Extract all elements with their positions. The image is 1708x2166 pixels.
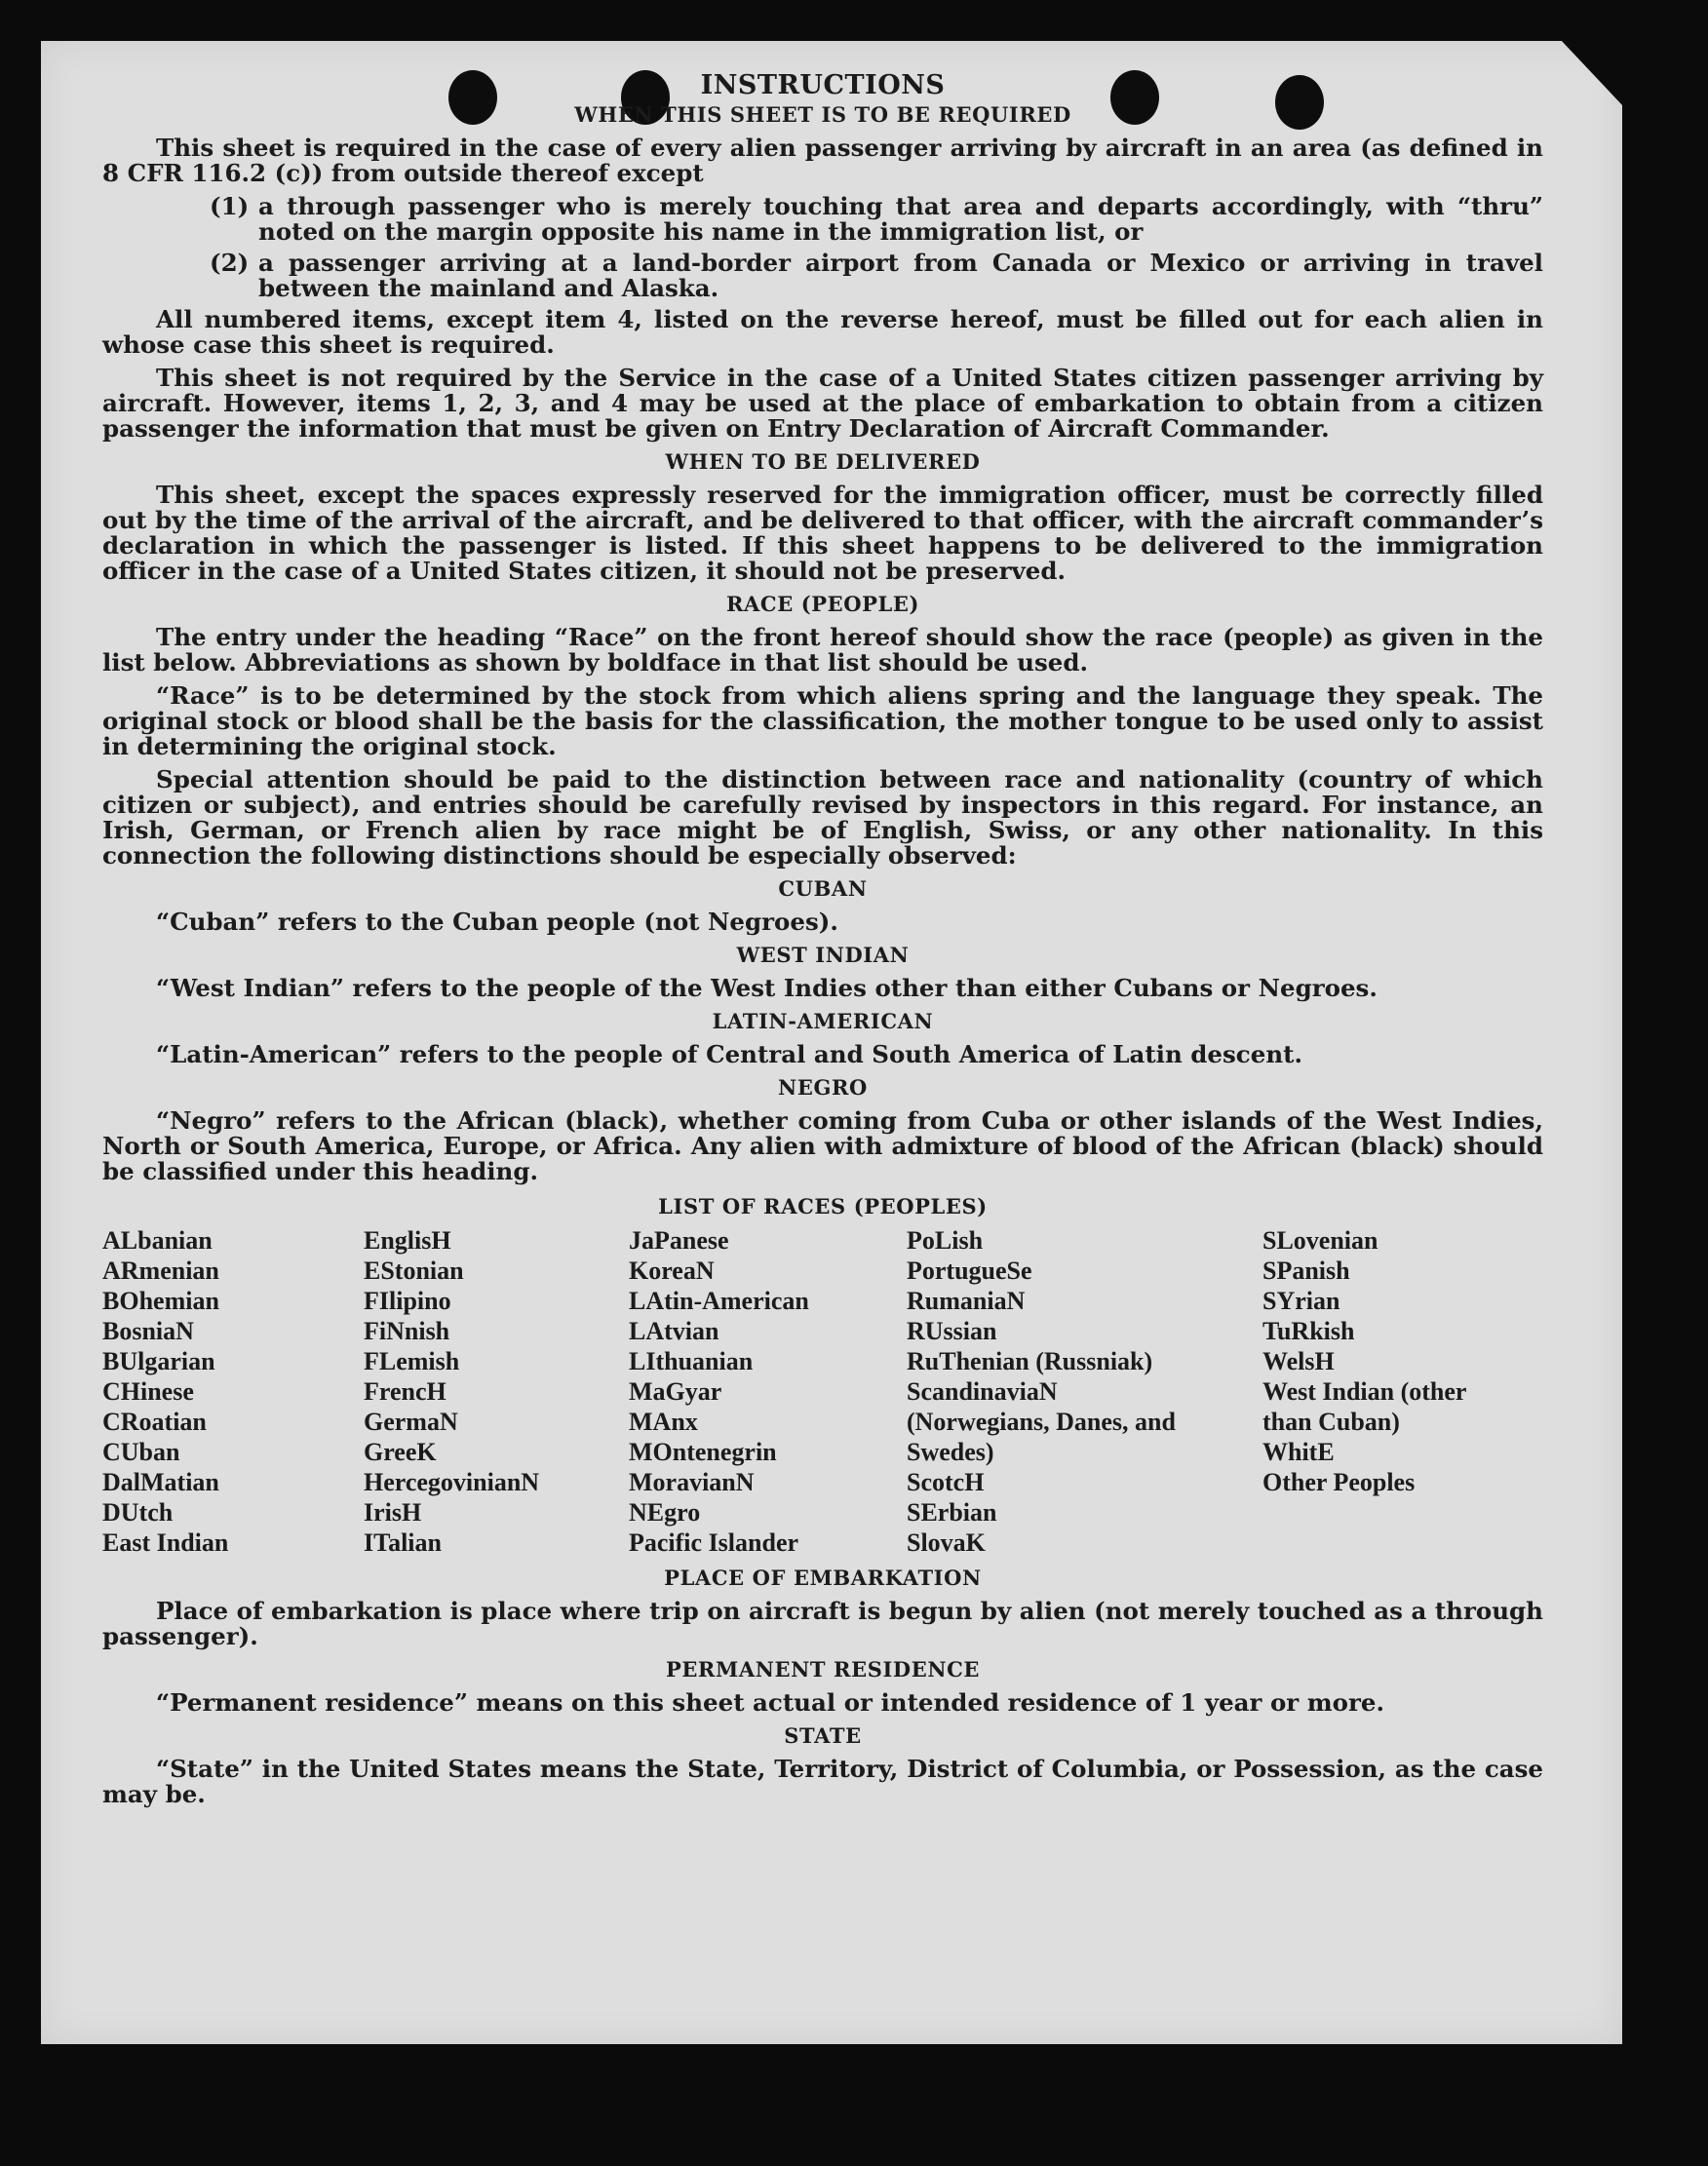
required-para3: This sheet is not required by the Service in the case of a United States citizen passenger arriving by aircraft. However, items 1, 2, 3, and 4 may be used at the place of embarkation to obtain from a citizen passenger the information that must be given on Entry Declaration of Aircraft Commander. [102,364,1543,443]
races-column [364,1225,629,1558]
instructions-content [102,70,1543,1815]
race-entry: East Indian [102,1528,229,1557]
latin-american-text: “Latin-American” refers to the people of Central and South America of Latin descent. [156,1040,1302,1068]
west-indian-text: “West Indian” refers to the people of the West Indies other than either Cubans or Negroes. [156,974,1378,1002]
section-heading-cuban: CUBAN [778,876,868,901]
race-entry: CUban [102,1438,180,1466]
race-entry: JaPanese [629,1226,729,1255]
race-entry: FrencH [364,1377,446,1406]
race-entry: BOhemian [102,1287,219,1315]
race-entry: CHinese [102,1377,194,1406]
race-entry: EStonian [364,1257,464,1285]
residence-text: “Permanent residence” means on this sheet actual or intended residence of 1 year or more. [156,1688,1385,1717]
race-entry: BosniaN [102,1317,194,1345]
cuban-text: “Cuban” refers to the Cuban people (not Negroes). [156,908,838,936]
race-entry: RumaniaN [907,1287,1026,1315]
race-entry: ScandinaviaN (Norwegians, Danes, and Swedes) [907,1377,1176,1466]
race-entry: EnglisH [364,1226,451,1255]
race-entry: SLovenian [1262,1226,1378,1255]
races-list [102,1225,1543,1558]
race-entry: ScotcH [907,1468,985,1496]
race-entry: WhitE [1262,1438,1335,1466]
section-heading-races-list: LIST OF RACES (PEOPLES) [658,1194,988,1218]
section-heading-state: STATE [784,1723,862,1748]
race-entry: FIlipino [364,1287,451,1315]
race-para2: “Race” is to be determined by the stock from which aliens spring and the language they speak. The original stock or blood shall be the basis for the classification, the mother tongue to be used only to assist in determining the original stock. [102,681,1543,760]
exception-item [102,251,1543,301]
required-intro: This sheet is required in the case of every alien passenger arriving by aircraft in an area (as defined in 8 CFR 116.2 (c)) from outside thereof except [102,134,1543,187]
section-heading-negro: NEGRO [778,1075,868,1100]
embarkation-text: Place of embarkation is place where trip on aircraft is begun by alien (not merely touched as a through passenger). [102,1597,1543,1650]
race-entry: ALbanian [102,1226,213,1255]
race-entry: SErbian [907,1498,997,1527]
race-entry: TuRkish [1262,1317,1355,1345]
race-entry: GermaN [364,1408,458,1436]
required-para2: All numbered items, except item 4, listed on the reverse hereof, must be filled out for each alien in whose case this sheet is required. [102,305,1543,359]
race-entry: LAtin-American [629,1287,809,1315]
race-entry: HercegovinianN [364,1468,540,1496]
race-entry: MOntenegrin [629,1438,777,1466]
state-text: “State” in the United States means the State, Territory, District of Columbia, or Possession, as the case may be. [102,1755,1543,1808]
exception-number: (2) [210,249,250,277]
race-entry: PoLish [907,1226,984,1255]
race-entry: SPanish [1262,1257,1350,1285]
race-entry: PortugueSe [907,1257,1032,1285]
race-entry: CRoatian [102,1408,207,1436]
race-entry: LIthuanian [629,1347,754,1375]
race-entry: KoreaN [629,1257,715,1285]
section-heading-race: RACE (PEOPLE) [725,592,920,616]
race-entry: FLemish [364,1347,460,1375]
race-para3: Special attention should be paid to the distinction between race and nationality (country of which citizen or subject), and entries should be carefully revised by inspectors in this regard. For instance, an Irish, German, or French alien by race might be of English, Swiss, or any other nationality. In this connection the following distinctions should be especially observed: [102,765,1543,870]
races-column [102,1225,364,1558]
race-entry: NEgro [629,1498,701,1527]
race-entry: DalMatian [102,1468,219,1496]
section-heading-latin-american: LATIN-AMERICAN [712,1009,934,1033]
exception-number: (1) [210,192,250,220]
race-entry: SlovaK [907,1528,986,1557]
section-heading-west-indian: WEST INDIAN [736,943,910,967]
race-entry: FiNnish [364,1317,450,1345]
race-entry: RuThenian (Russniak) [907,1347,1153,1375]
race-entry: WelsH [1262,1347,1335,1375]
race-entry: SYrian [1262,1287,1340,1315]
delivered-text: This sheet, except the spaces expressly reserved for the immigration officer, must be correctly filled out by the time of the arrival of the aircraft, and be delivered to that officer, with the aircraft commander’s declaration in which the passenger is listed. If this sheet happens to be delivered to the immigration officer in the case of a United States citizen, it should not be preserved. [102,481,1543,585]
race-entry: MoravianN [629,1468,755,1496]
exception-text: a through passenger who is merely touching that area and departs accordingly, with “thru” noted on the margin opposite his name in the immigration list, or [258,192,1543,246]
page-title: INSTRUCTIONS [700,70,946,100]
race-entry: ARmenian [102,1257,219,1285]
exception-item [102,194,1543,245]
races-column [907,1225,1262,1558]
race-entry: Other Peoples [1262,1468,1416,1496]
races-column [1262,1225,1516,1558]
race-entry: West Indian (other than Cuban) [1262,1377,1466,1436]
race-entry: Pacific Islander [629,1528,799,1557]
section-heading-embarkation: PLACE OF EMBARKATION [664,1566,982,1590]
exception-text: a passenger arriving at a land-border airport from Canada or Mexico or arriving in travel between the mainland and Alaska. [258,249,1543,302]
race-entry: RUssian [907,1317,997,1345]
race-entry: GreeK [364,1438,437,1466]
negro-text: “Negro” refers to the African (black), whether coming from Cuba or other islands of the West Indies, North or South America, Europe, or Africa. Any alien with admixture of blood of the African (black) should be classified under this heading. [102,1106,1543,1185]
race-entry: LAtvian [629,1317,719,1345]
section-heading-residence: PERMANENT RESIDENCE [665,1657,981,1682]
race-entry: ITalian [364,1528,442,1557]
race-entry: MaGyar [629,1377,722,1406]
race-para1: The entry under the heading “Race” on the front hereof should show the race (people) as given in the list below. Abbreviations as shown by boldface in that list should be used. [102,623,1543,677]
races-column [629,1225,907,1558]
race-entry: DUtch [102,1498,174,1527]
race-entry: BUlgarian [102,1347,215,1375]
race-entry: IrisH [364,1498,422,1527]
section-heading-required: WHEN THIS SHEET IS TO BE REQUIRED [574,102,1071,127]
section-heading-delivered: WHEN TO BE DELIVERED [665,449,981,474]
race-entry: MAnx [629,1408,698,1436]
